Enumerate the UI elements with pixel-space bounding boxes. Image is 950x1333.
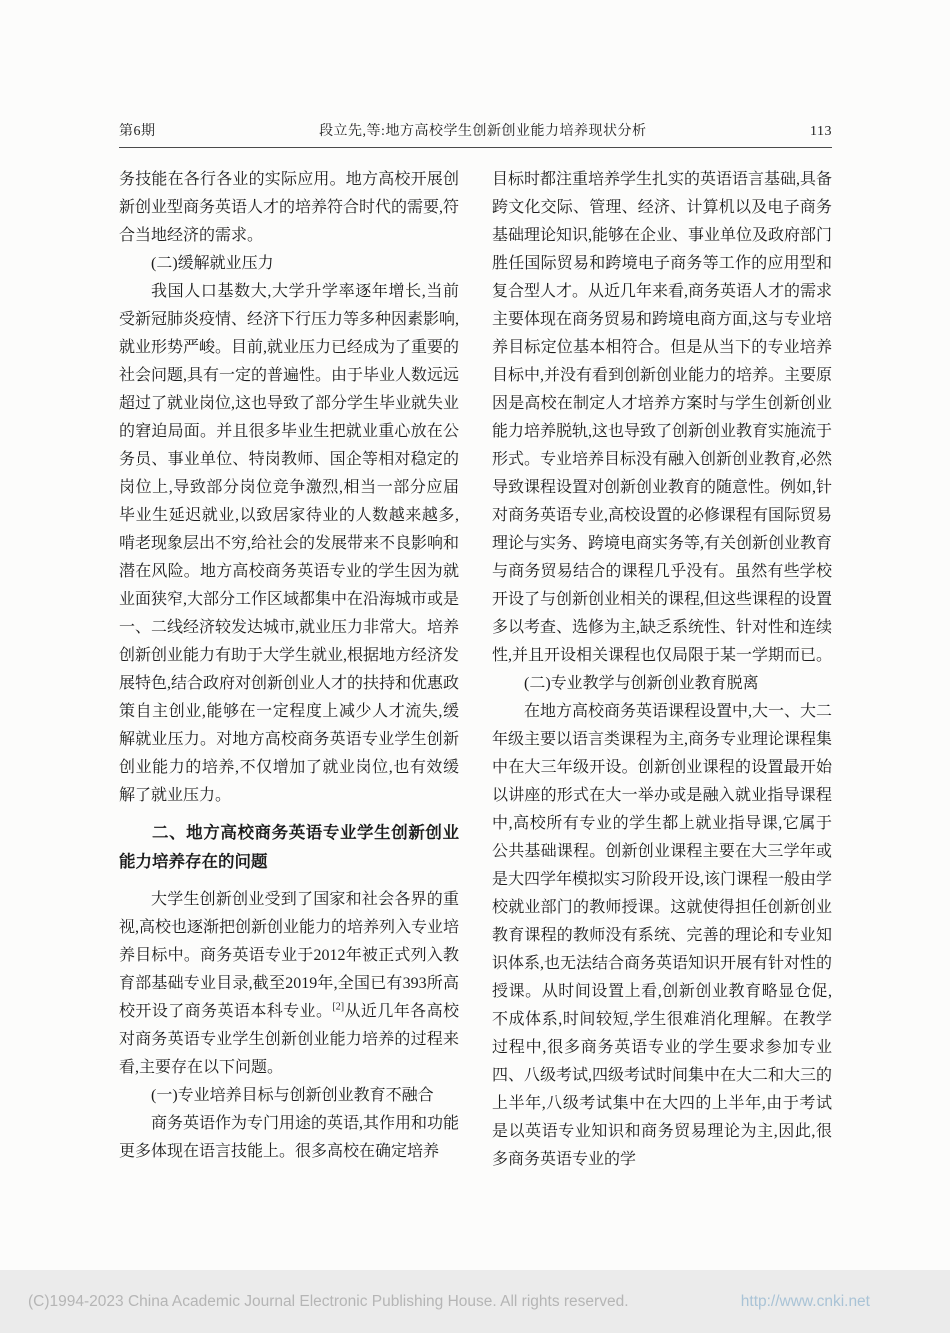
subsection-heading: (二)专业教学与创新创业教育脱离 xyxy=(524,675,759,692)
page-footer xyxy=(0,1270,950,1333)
paragraph-text: 大学生创新创业受到了国家和社会各界的重视,高校也逐渐把创新创业能力的培养列入专业培养目标中。商务英语专业于2012年被正式列入教育部基础专业目录,截至2019年,全国已有393所高校开设了商务英语本科专业。 xyxy=(119,891,460,1020)
paragraph: 务技能在各行各业的实际应用。地方高校开展创新创业型商务英语人才的培养符合时代的需要,符合当地经济的需求。 xyxy=(119,171,460,244)
header-page-number: 113 xyxy=(810,124,832,139)
header-running-title: 段立先,等:地方高校学生创新创业能力培养现状分析 xyxy=(319,124,647,139)
paragraph: 商务英语作为专门用途的英语,其作用和功能更多体现在语言技能上。很多高校在确定培养 xyxy=(119,1115,460,1160)
reference-marker: [2] xyxy=(332,1001,345,1013)
paragraph: 我国人口基数大,大学升学率逐年增长,当前受新冠肺炎疫情、经济下行压力等多种因素影响,就业形势严峻。目前,就业压力已经成为了重要的社会问题,具有一定的普遍性。由于毕业人数远远超过了就业岗位,这也导致了部分学生毕业就失业的窘迫局面。并且很多毕业生把就业重心放在公务员、事业单位、特岗教师、国企等相对稳定的岗位上,导致部分岗位竞争激烈,相当一部分应届毕业生延迟就业,以致居家待业的人数越来越多,啃老现象层出不穷,给社会的发展带来不良影响和潜在风险。地方高校商务英语专业的学生因为就业面狭窄,大部分工作区域都集中在沿海城市或是一、二线经济较发达城市,就业压力非常大。培养创新创业能力有助于大学生就业,根据地方经济发展特色,结合政府对创新创业人才的扶持和优惠政策自主创业,能够在一定程度上减少人才流失,缓解就业压力。对地方高校商务英语专业学生创新创业能力的培养,不仅增加了就业岗位,也有效缓解了就业压力。 xyxy=(119,283,460,804)
page-header xyxy=(119,120,832,140)
section-heading: 二、地方高校商务英语专业学生创新创业能力培养存在的问题 xyxy=(119,824,459,871)
footer-url-link[interactable]: http://www.cnki.net xyxy=(740,1292,870,1310)
left-column xyxy=(119,166,459,1174)
paragraph xyxy=(119,886,459,1082)
header-divider xyxy=(119,147,832,148)
subsection-heading: (二)缓解就业压力 xyxy=(151,255,274,272)
paragraph: 在地方高校商务英语课程设置中,大一、大二年级主要以语言类课程为主,商务专业理论课程集中在大三年级开设。创新创业课程的设置最开始以讲座的形式在大一举办或是融入就业指导课程中,高校所有专业的学生都上就业指导课,它属于公共基础课程。创新创业课程主要在大三学年或是大四学年模拟实习阶段开设,该门课程一般由学校就业部门的教师授课。这就使得担任创新创业教育课程的教师没有系统、完善的理论和专业知识体系,也无法结合商务英语知识开展有针对性的授课。从时间设置上看,创新创业教育略显仓促,不成体系,时间较短,学生很难消化理解。在教学过程中,很多商务英语专业的学生要求参加专业四、八级考试,四级考试时间集中在大二和大三的上半年,八级考试集中在大四的上半年,由于考试是以英语专业知识和商务贸易理论为主,因此,很多商务英语专业的学 xyxy=(492,703,833,1168)
subsection-heading: (一)专业培养目标与创新创业教育不融合 xyxy=(151,1087,434,1104)
article-body xyxy=(119,166,832,1174)
paragraph: 目标时都注重培养学生扎实的英语语言基础,具备跨文化交际、管理、经济、计算机以及电子商务基础理论知识,能够在企业、事业单位及政府部门胜任国际贸易和跨境电子商务等工作的应用型和复合型人才。从近几年来看,商务英语人才的需求主要体现在商务贸易和跨境电商方面,这与专业培养目标定位基本相符合。但是从当下的专业培养目标中,并没有看到创新创业能力的培养。主要原因是高校在制定人才培养方案时与学生创新创业能力培养脱轨,这也导致了创新创业教育实施流于形式。专业培养目标没有融入创新创业教育,必然导致课程设置对创新创业教育的随意性。例如,针对商务英语专业,高校设置的必修课程有国际贸易理论与实务、跨境电商实务等,有关创新创业教育与商务贸易结合的课程几乎没有。虽然有些学校开设了与创新创业相关的课程,但这些课程的设置多以考查、选修为主,缺乏系统性、针对性和连续性,并且开设相关课程也仅局限于某一学期而已。 xyxy=(492,171,833,664)
paragraph-text: 从近几年各高校对商务英语专业学生创新创业能力培养的过程来看,主要存在以下问题。 xyxy=(119,1003,459,1076)
right-column xyxy=(492,166,832,1174)
header-issue: 第6期 xyxy=(119,124,156,139)
footer-copyright: (C)1994-2023 China Academic Journal Electronic Publishing House. All rights reserved. xyxy=(28,1292,629,1310)
